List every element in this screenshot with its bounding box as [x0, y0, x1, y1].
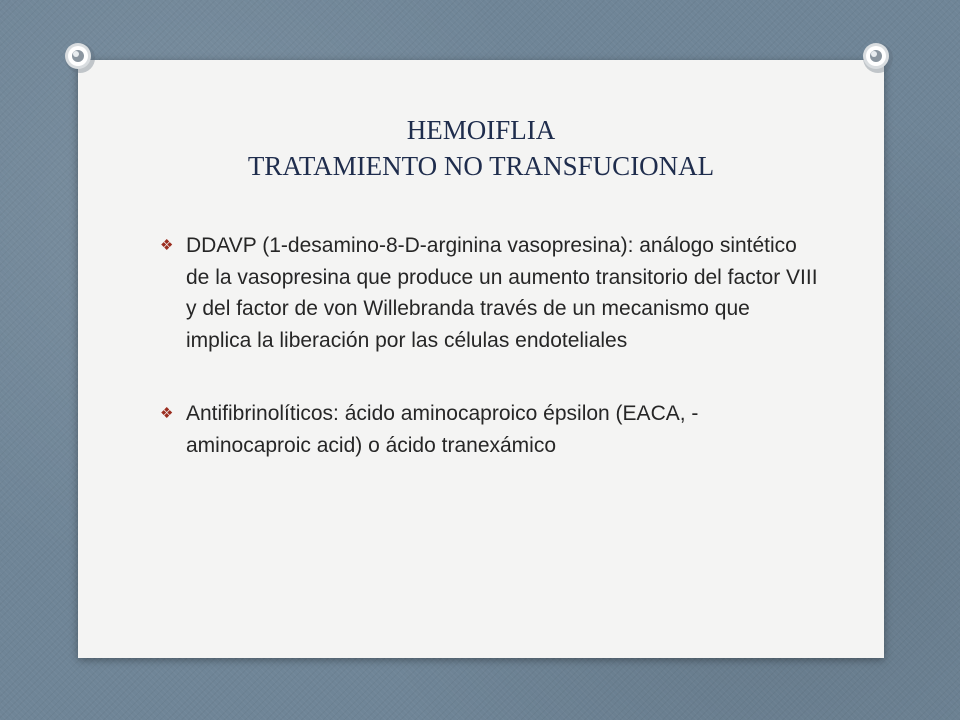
pushpin-icon	[860, 40, 896, 76]
bullet-text: Antifibrinolíticos: ácido aminocaproico épsilon (EACA, -aminocaproic acid) o ácido tranexámico	[186, 402, 699, 457]
title-line-1: HEMOIFLIA	[406, 115, 556, 145]
diamond-bullet-icon: ❖	[160, 405, 174, 422]
slide-title	[78, 112, 884, 184]
bullet-text: DDAVP (1-desamino-8-D-arginina vasopresina): análogo sintético de la vasopresina que produce un aumento transitorio del factor VIII y del factor de von Willebranda través de un mecanismo que implica la liberación por las células endoteliales	[186, 234, 818, 352]
bullet-list	[160, 230, 820, 503]
diamond-bullet-icon: ❖	[160, 237, 174, 254]
pushpin-icon	[62, 40, 98, 76]
bullet-item	[160, 230, 820, 356]
bullet-item	[160, 398, 820, 461]
title-line-2: TRATAMIENTO NO TRANSFUCIONAL	[247, 151, 715, 181]
